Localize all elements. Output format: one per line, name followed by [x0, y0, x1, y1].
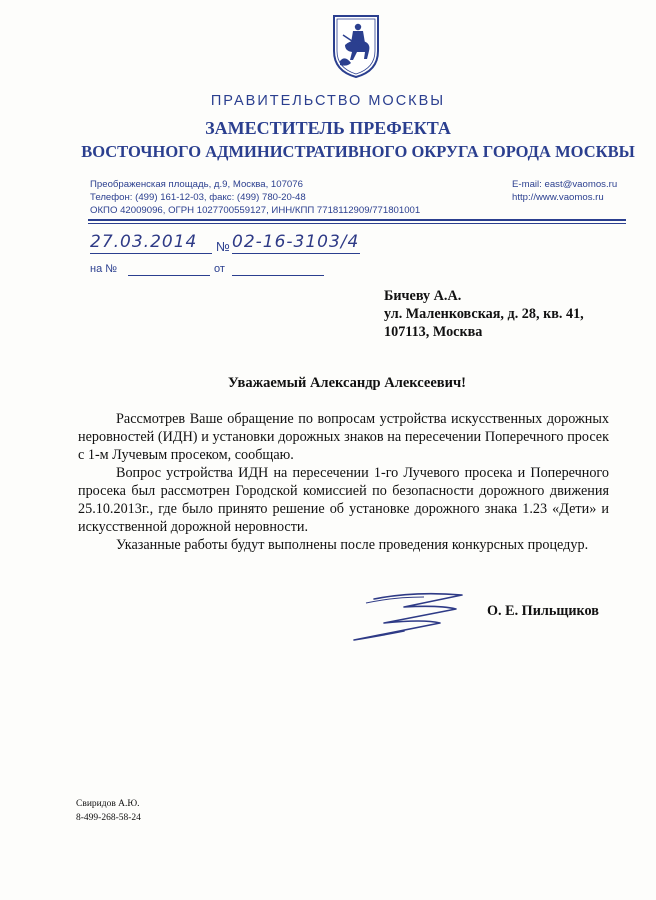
handwritten-signature-icon — [344, 585, 474, 645]
government-title: ПРАВИТЕЛЬСТВО МОСКВЫ — [210, 93, 446, 109]
reply-to-label: на № — [90, 263, 118, 275]
executor-name: Свиридов А.Ю. — [76, 799, 140, 809]
letter-body — [78, 410, 609, 554]
signer-name: О. Е. Пильщиков — [487, 603, 599, 619]
from-underline — [232, 275, 324, 276]
header-divider-thick — [88, 219, 626, 221]
contact-block-left — [90, 178, 420, 217]
website-line: http://www.vaomos.ru — [512, 192, 604, 203]
contact-block-right — [512, 178, 617, 204]
executor-block — [76, 797, 141, 825]
moscow-coat-of-arms-icon — [331, 13, 381, 79]
addressee-name: Бичеву А.А. — [384, 288, 462, 304]
executor-phone: 8-499-268-58-24 — [76, 813, 141, 823]
body-paragraph: Рассмотрев Ваше обращение по вопросам устройства искусственных дорожных неровностей (ИДН) и установки дорожных знаков на пересечении Поперечного просек с 1-м Лучевым просеком, сообщаю. — [78, 411, 609, 463]
codes-line: ОКПО 42009096, ОГРН 1027700559127, ИНН/КПП 7718112909/771801001 — [90, 205, 421, 216]
phone-line: Телефон: (499) 161-12-03, факс: (499) 780-20-48 — [90, 192, 306, 203]
body-paragraph: Вопрос устройства ИДН на пересечении 1-го Лучевого просека и Поперечного просека был рассмотрен Городской комиссией по безопасности дорожного движения 25.10.2013г., где было принято решение об установке дорожного знака 1.23 «Дети» и искусственной дорожной неровности. — [78, 465, 609, 535]
addressee-street: ул. Маленковская, д. 28, кв. 41, — [384, 306, 584, 322]
address-line: Преображенская площадь, д.9, Москва, 107076 — [90, 179, 303, 190]
addressee-city: 107113, Москва — [384, 324, 483, 340]
body-paragraph: Указанные работы будут выполнены после проведения конкурсных процедур. — [116, 537, 589, 553]
handwritten-number: 02-16-3103/4 — [232, 232, 360, 252]
email-line: E-mail: east@vaomos.ru — [512, 179, 618, 190]
date-underline — [90, 253, 212, 254]
number-sign: № — [216, 239, 230, 254]
addressee-block — [384, 287, 584, 341]
letter-greeting: Уважаемый Александр Алексеевич! — [228, 375, 466, 391]
district-title: ВОСТОЧНОГО АДМИНИСТРАТИВНОГО ОКРУГА ГОРОДА МОСКВЫ — [81, 142, 635, 161]
header-divider-thin — [88, 223, 626, 224]
handwritten-date: 27.03.2014 — [90, 232, 198, 252]
reply-to-underline — [128, 275, 210, 276]
number-underline — [232, 253, 360, 254]
position-title: ЗАМЕСТИТЕЛЬ ПРЕФЕКТА — [205, 118, 451, 138]
from-label: от — [214, 263, 225, 275]
